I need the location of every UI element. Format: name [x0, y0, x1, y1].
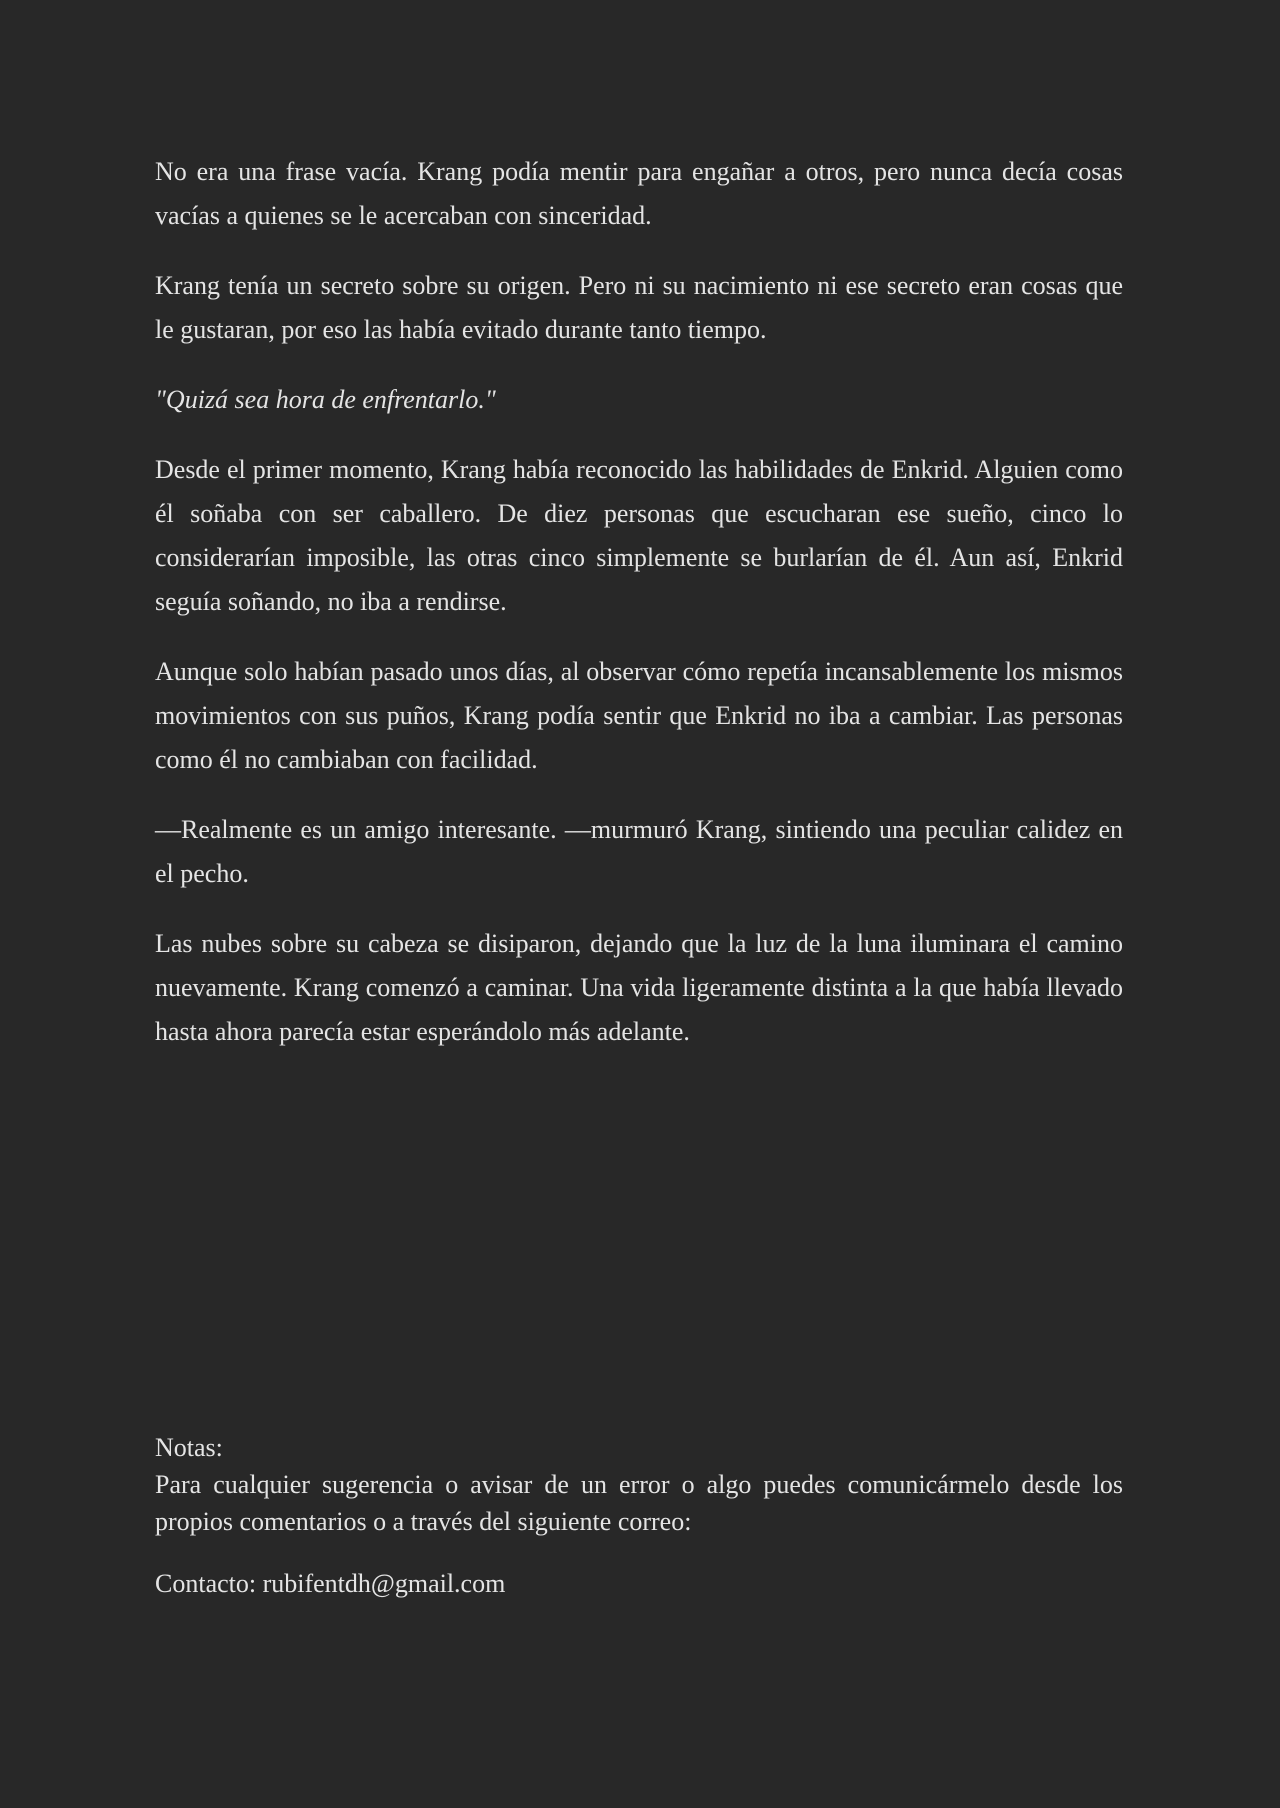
chapter-body	[155, 150, 1123, 1080]
paragraph: Las nubes sobre su cabeza se disiparon, dejando que la luz de la luna iluminara el camino nuevamente. Krang comenzó a caminar. Una vida ligeramente distinta a la que había llevado hasta ahora parecía estar esperándolo más adelante.	[155, 929, 1123, 1046]
paragraph: Aunque solo habían pasado unos días, al observar cómo repetía incansablemente los mismos movimientos con sus puños, Krang podía sentir que Enkrid no iba a cambiar. Las personas como él no cambiaban con facilidad.	[155, 657, 1123, 774]
paragraph: No era una frase vacía. Krang podía mentir para engañar a otros, pero nunca decía cosas vacías a quienes se le acercaban con sinceridad.	[155, 157, 1123, 230]
notes-section	[155, 1430, 1123, 1602]
paragraph: —Realmente es un amigo interesante. —murmuró Krang, sintiendo una peculiar calidez en el pecho.	[155, 815, 1123, 888]
paragraph: Desde el primer momento, Krang había reconocido las habilidades de Enkrid. Alguien como él soñaba con ser caballero. De diez personas que escucharan ese sueño, cinco lo considerarían imposible, las otras cinco simplemente se burlarían de él. Aun así, Enkrid seguía soñando, no iba a rendirse.	[155, 455, 1123, 616]
notes-label: Notas:	[155, 1433, 223, 1462]
paragraph: Krang tenía un secreto sobre su origen. Pero ni su nacimiento ni ese secreto eran cosas que le gustaran, por eso las había evitado durante tanto tiempo.	[155, 271, 1123, 344]
notes-text: Para cualquier sugerencia o avisar de un error o algo puedes comunicármelo desde los propios comentarios o a través del siguiente correo:	[155, 1470, 1123, 1536]
contact-email: Contacto: rubifentdh@gmail.com	[155, 1569, 506, 1598]
paragraph-thought: "Quizá sea hora de enfrentarlo."	[155, 385, 496, 414]
